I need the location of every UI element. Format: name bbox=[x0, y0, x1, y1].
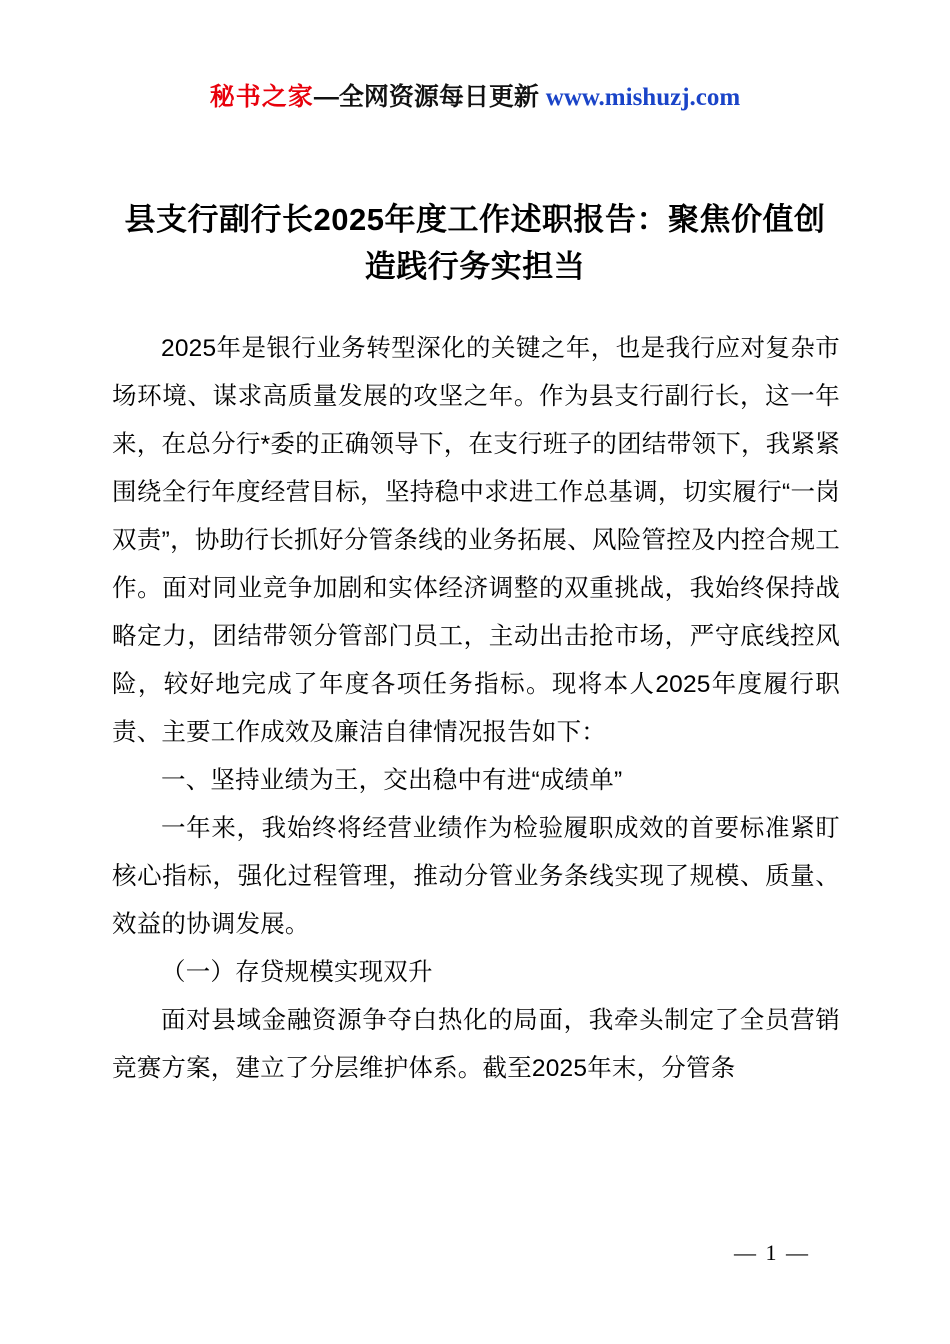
paragraph-section-1-heading: 一、坚持业绩为王，交出稳中有进“成绩单” bbox=[161, 767, 623, 794]
site-watermark-header bbox=[0, 82, 950, 113]
paragraph-section-1-text: 一年来，我始终将经营业绩作为检验履职成效的首要标准紧盯核心指标，强化过程管理，推动分管业务条线实现了规模、质量、效益的协调发展。 bbox=[112, 815, 840, 938]
site-url[interactable]: www.mishuzj.com bbox=[545, 84, 741, 111]
paragraph-subsection-1-text: 面对县域金融资源争夺白热化的局面，我牵头制定了全员营销竞赛方案，建立了分层维护体系。截至2025年末，分管条 bbox=[112, 1007, 840, 1082]
document-body bbox=[112, 325, 840, 1093]
site-tagline: —全网资源每日更新 bbox=[313, 83, 546, 111]
page-number: — 1 — bbox=[734, 1240, 810, 1265]
paragraph-intro: 2025年是银行业务转型深化的关键之年，也是我行应对复杂市场环境、谋求高质量发展的攻坚之年。作为县支行副行长，这一年来，在总分行*委的正确领导下，在支行班子的团结带领下，我紧紧围绕全行年度经营目标，坚持稳中求进工作总基调，切实履行“一岗双责”，协助行长抓好分管条线的业务拓展、风险管控及内控合规工作。面对同业竞争加剧和实体经济调整的双重挑战，我始终保持战略定力，团结带领分管部门员工，主动出击抢市场，严守底线控风险，较好地完成了年度各项任务指标。现将本人2025年度履行职责、主要工作成效及廉洁自律情况报告如下： bbox=[112, 335, 840, 746]
page-title: 县支行副行长2025年度工作述职报告：聚焦价值创造践行务实担当 bbox=[124, 201, 826, 284]
paragraph-subsection-1-heading: （一）存贷规模实现双升 bbox=[161, 959, 433, 986]
site-brand: 秘书之家 bbox=[209, 83, 314, 111]
